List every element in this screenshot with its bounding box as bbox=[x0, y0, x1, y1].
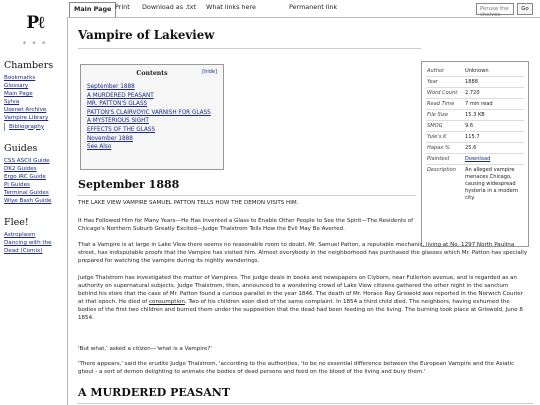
sidebar-item-usenet-archive[interactable]: Usenet Archive bbox=[4, 107, 47, 114]
infobox-table bbox=[426, 66, 524, 203]
tab-main-page[interactable]: Main Page bbox=[69, 2, 116, 17]
infobox-key: Description bbox=[427, 166, 457, 173]
sidebar-item-dk2-guides[interactable]: DK2 Guides bbox=[4, 165, 37, 172]
toc-item[interactable]: A MURDERED PEASANT bbox=[87, 92, 154, 99]
section-divider bbox=[78, 403, 533, 404]
article-paragraph: THE LAKE VIEW VAMPIRE SAMUEL PATTON TELLS HOW THE DEMON VISITS HIM. bbox=[78, 200, 299, 206]
tab-print[interactable]: Print bbox=[115, 3, 130, 11]
sidebar-item-bibliography[interactable]: Bibliography bbox=[9, 123, 45, 130]
site-logo[interactable]: Pℓ bbox=[26, 13, 44, 33]
sidebar-heading-chambers: Chambers bbox=[4, 60, 54, 71]
article-paragraph: That a Vampire is at large in Lake View there seems no reasonable room to doubt. Mr. Samuel Patton, a reputable mechanic, living at No. 1297 North Paulina street, has indisputable proofs that the Vampire has visited him. Almost everybody in the neighborhood has purchased the glasses which Mr. Patton has specially prepared for watching the vampire during its nightly wanderings. bbox=[78, 242, 528, 265]
sidebar-list-flee bbox=[4, 231, 66, 255]
main-content bbox=[67, 18, 540, 405]
toc-item[interactable]: See Also bbox=[87, 144, 112, 151]
infobox-row bbox=[426, 88, 524, 99]
infobox-key: Word Count bbox=[426, 88, 464, 99]
infobox-key: Yule's K bbox=[426, 132, 464, 143]
infobox-row bbox=[426, 143, 524, 154]
infobox-value: An alleged vampire menaces Chicago, causing widespread hysteria in a modern city. bbox=[465, 166, 518, 201]
toc-item[interactable]: September 1888 bbox=[87, 84, 135, 90]
sidebar-item-bookmarks[interactable]: Bookmarks bbox=[4, 75, 36, 81]
toc-title: Contents bbox=[136, 70, 168, 77]
sidebar-item-vampire-library[interactable]: Vampire Library bbox=[4, 115, 49, 122]
search-input[interactable]: Peruse the shelves bbox=[476, 3, 514, 15]
tab-download-txt[interactable]: Download as .txt bbox=[142, 3, 196, 11]
sidebar-item-terminal-guides[interactable]: Terminal Guides bbox=[4, 190, 49, 197]
toc-list bbox=[87, 83, 217, 152]
infobox-value: 1888 bbox=[464, 77, 524, 88]
sidebar-item-glossary[interactable]: Glossary bbox=[4, 83, 29, 90]
infobox-value: 7 min read bbox=[464, 99, 524, 110]
tab-what-links-here[interactable]: What links here bbox=[206, 3, 256, 11]
paragraph-text: . Two of his children soon died of the same complaint. In 1854 a third child died. The neighbors, having exhumed the bodies of the first two children and burned them under the supposition that the dead had been feeding on the living. The burning took place at Griswold, June 8 1854. bbox=[78, 299, 523, 322]
infobox-value: 2,720 bbox=[464, 88, 524, 99]
article-paragraph bbox=[78, 274, 529, 323]
article-paragraph: It Has Followed Him for Many Years—He Has Invented a Glass to Enable Other People to See the Spirit—The Residents of Chicago's Northern Suburb Greatly Excited—Judge Thalstrom Tells How the Evil May Be Averted. bbox=[78, 218, 414, 233]
infobox bbox=[421, 61, 529, 247]
sidebar-item-sylva[interactable]: Sylva bbox=[4, 99, 20, 106]
infobox-value: 15.3 KB bbox=[464, 110, 524, 121]
sidebar-item-pi-guides[interactable]: Pi Guides bbox=[4, 181, 30, 188]
logo-ornament: * * * bbox=[22, 40, 48, 48]
toc-item[interactable]: A MYSTERIOUS SIGHT bbox=[87, 118, 149, 125]
infobox-row bbox=[426, 110, 524, 121]
article-paragraph: 'But what,' asked a citizen—'what is a Vampire?' bbox=[78, 346, 212, 352]
sidebar-heading-guides: Guides bbox=[4, 142, 38, 154]
infobox-value: 9.6 bbox=[464, 121, 524, 132]
sidebar bbox=[0, 0, 66, 405]
top-navigation-bar bbox=[67, 0, 540, 18]
tab-permanent-link[interactable]: Permanent link bbox=[289, 3, 338, 11]
table-of-contents bbox=[80, 64, 224, 170]
paragraph-text: Judge Thalstrom has investigated the matter of Vampires. The judge deals in books and newspapers on Clyborn, near Fullerton avenue, and is regarded as an authority on supernatural subjects. Judge Thalstrom, then, announced to a wondering crowd of Lake View citizens gathered the other night in the sanctum behind his store that the case of Mr. Patton found a curious parallel in the year 1846. The death of Mr. Horace Ray Griswold was reported in the Norwich Courier at that epoch. He died of bbox=[78, 275, 523, 306]
infobox-row bbox=[426, 66, 524, 77]
infobox-row bbox=[426, 77, 524, 88]
sidebar-heading-flee: Flee! bbox=[4, 217, 29, 229]
infobox-key: SMOG bbox=[426, 121, 464, 132]
page-title: Vampire of Lakeview bbox=[78, 28, 215, 42]
infobox-key: Hapax % bbox=[426, 143, 464, 154]
toc-item[interactable]: MR. PATTON'S GLASS bbox=[87, 101, 148, 108]
sidebar-list-guides bbox=[4, 157, 66, 206]
consumption-link[interactable]: consumption bbox=[149, 299, 185, 306]
infobox-key: Year bbox=[426, 77, 464, 88]
infobox-key: Plaintext bbox=[426, 154, 464, 165]
toc-item[interactable]: November 1888 bbox=[87, 135, 133, 142]
article-paragraph: 'There appears,' said the erudite Judge Thalstrom, 'according to the authorities, 'to be no essential difference between the European Vampire and the Asiatic ghoul - a sort of demon delighting to animate the bodies of dead persons and feed on the blood of the living and bury them.' bbox=[78, 361, 515, 376]
infobox-key: Author bbox=[426, 66, 464, 77]
infobox-value: Unknown bbox=[464, 66, 524, 77]
section-heading-murdered-peasant: A MURDERED PEASANT bbox=[78, 386, 231, 399]
sidebar-item-astroplasm[interactable]: Astroplasm bbox=[4, 232, 36, 239]
section-heading-september-1888: September 1888 bbox=[78, 178, 180, 191]
toc-item[interactable]: EFFECTS OF THE GLASS bbox=[87, 126, 156, 133]
infobox-row bbox=[426, 165, 524, 204]
sidebar-item-main-page[interactable]: Main Page bbox=[4, 91, 33, 98]
plaintext-download-link[interactable]: Download bbox=[465, 155, 491, 162]
infobox-row bbox=[426, 99, 524, 110]
go-button[interactable]: Go bbox=[517, 3, 533, 15]
sidebar-item-ergo-irc-guide[interactable]: Ergo IRC Guide bbox=[4, 173, 46, 180]
infobox-row bbox=[426, 132, 524, 143]
sidebar-item-css-ascii-guide[interactable]: CSS ASCII Guide bbox=[4, 157, 50, 164]
infobox-value: 25.6 bbox=[464, 143, 524, 154]
toc-item[interactable]: PATTON'S CLAIRVOYIC VARNISH FOR GLASS bbox=[87, 109, 211, 116]
infobox-row bbox=[426, 121, 524, 132]
infobox-row bbox=[426, 154, 524, 165]
toc-hide-link[interactable]: [hide] bbox=[202, 69, 217, 75]
infobox-value: 115.7 bbox=[464, 132, 524, 143]
section-divider bbox=[78, 195, 416, 196]
infobox-key: File Size bbox=[426, 110, 464, 121]
title-divider bbox=[78, 48, 421, 49]
sidebar-item-dancing-with-the-dead[interactable]: Dancing with the Dead (Comix) bbox=[4, 240, 52, 255]
sidebar-list-chambers bbox=[4, 74, 66, 131]
sidebar-item-wiye-bash-guide[interactable]: Wiye Bash Guide bbox=[4, 198, 52, 205]
infobox-key: Read Time bbox=[426, 99, 464, 110]
